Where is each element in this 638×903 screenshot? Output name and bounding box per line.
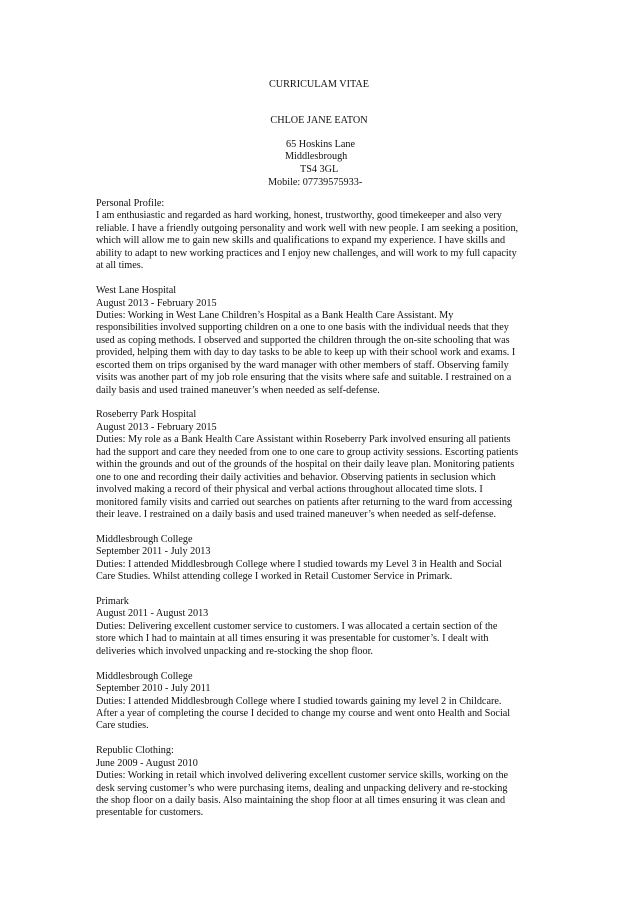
section-place: Primark bbox=[96, 596, 129, 607]
experience-section bbox=[96, 409, 551, 521]
experience-section bbox=[96, 285, 551, 397]
section-line: the shop floor on a daily basis. Also maintaining the shop floor at all times ensuring it was clean and bbox=[96, 795, 506, 806]
section-line: provided, helping them with day to day tasks to be able to keep up with their school work and exams. I bbox=[96, 347, 516, 359]
section-place: Roseberry Park Hospital bbox=[96, 409, 197, 421]
profile-line: I am enthusiastic and regarded as hard working, honest, trustworthy, good timekeeper and also very bbox=[96, 210, 502, 222]
section-line: Duties: Working in retail which involved delivering excellent customer service skills, working on the bbox=[96, 770, 509, 782]
section-line: deliveries which involved unpacking and re-stocking the shop floor. bbox=[96, 645, 373, 657]
experience-section bbox=[96, 596, 551, 658]
address-street: 65 Hoskins Lane bbox=[286, 139, 356, 150]
experience-section bbox=[96, 534, 551, 584]
section-place: Middlesbrough College bbox=[96, 670, 193, 682]
section-line: Care Studies. Whilst attending college I worked in Retail Customer Service in Primark. bbox=[96, 571, 453, 583]
section-line: daily basis and used trained maneuver’s when needed as self-defense. bbox=[96, 384, 380, 396]
section-line: store which I had to maintain at all times ensuring it was presentable for customer’s. I dealt with bbox=[96, 633, 489, 645]
section-dates: September 2011 - July 2013 bbox=[96, 546, 211, 558]
document-title: CURRICULAM VITAE bbox=[268, 79, 370, 90]
section-place: Republic Clothing: bbox=[96, 745, 174, 757]
section-line: within the grounds and out of the grounds of the hospital on their daily leave plan. Monitoring patients bbox=[96, 459, 515, 471]
section-place: Middlesbrough College bbox=[96, 533, 193, 545]
profile-line: reliable. I have a friendly outgoing personality and work well with new people. I am seeking a position, bbox=[96, 222, 519, 234]
section-line: had the support and care they needed from one to one care to group activity sessions. Escorting patients bbox=[96, 446, 519, 458]
section-line: visits was another part of my job role ensuring that the visits where safe and suitable. I restrained on a bbox=[96, 372, 512, 384]
section-line: After a year of completing the course I decided to change my course and went onto Health and Social bbox=[96, 707, 511, 719]
section-line: Duties: My role as a Bank Health Care Assistant within Roseberry Park involved ensuring all patients bbox=[96, 434, 511, 446]
profile-heading: Personal Profile: bbox=[96, 198, 165, 209]
section-line: Duties: I attended Middlesbrough College where I studied towards gaining my level 2 in Childcare. bbox=[96, 695, 502, 707]
section-line: used as coping methods. I observed and supported the children through the on-site schooling that was bbox=[96, 334, 510, 346]
section-line: monitored family visits and carried out searches on patients after returning to the ward from accessing bbox=[96, 496, 513, 508]
personal-profile-section bbox=[96, 198, 551, 273]
candidate-name: CHLOE JANE EATON bbox=[270, 115, 368, 126]
cv-body bbox=[96, 198, 551, 832]
section-line: escorted them on trips organised by the ward manager with other members of staff. Observing family bbox=[96, 359, 509, 371]
section-line: their leave. I restrained on a daily basis and used trained maneuver’s when needed as self-defense. bbox=[96, 508, 497, 520]
section-place: West Lane Hospital bbox=[96, 285, 177, 297]
experience-section bbox=[96, 745, 551, 820]
section-line: Duties: I attended Middlesbrough College where I studied towards my Level 3 in Health and Social bbox=[96, 558, 502, 570]
section-line: involved making a record of their physical and verbal actions throughout allocated time slots. I bbox=[96, 484, 483, 496]
section-line: Duties: Working in West Lane Children’s Hospital as a Bank Health Care Assistant. My bbox=[96, 309, 454, 321]
section-dates: August 2013 - February 2015 bbox=[96, 297, 217, 309]
section-line: responsibilities involved supporting children on a one to one basis with the individual needs that they bbox=[96, 322, 509, 334]
section-line: one to one and recording their daily activities and behavior. Observing patients in seclusion which bbox=[96, 471, 496, 483]
experience-section bbox=[96, 671, 551, 733]
section-line: desk serving customer’s who were purchasing items, dealing and unpacking delivery and re-stocking bbox=[96, 782, 508, 794]
section-line: Care studies. bbox=[96, 720, 149, 732]
profile-line: which will allow me to gain new skills and qualifications to expand my experience. I have skills and bbox=[96, 235, 506, 247]
section-dates: June 2009 - August 2010 bbox=[96, 757, 198, 769]
section-dates: August 2011 - August 2013 bbox=[96, 608, 209, 620]
section-dates: September 2010 - July 2011 bbox=[96, 683, 211, 695]
mobile-number: Mobile: 07739575933- bbox=[268, 177, 363, 188]
address-city: Middlesbrough bbox=[285, 151, 348, 162]
profile-line: at all times. bbox=[96, 260, 144, 272]
section-line: Duties: Delivering excellent customer service to customers. I was allocated a certain section of the bbox=[96, 620, 498, 632]
section-line: presentable for customers. bbox=[96, 807, 204, 819]
profile-line: ability to adapt to new working practices and I enjoy new challenges, and will work to my full capacity bbox=[96, 247, 517, 259]
address-postcode: TS4 3GL bbox=[300, 164, 339, 175]
section-dates: August 2013 - February 2015 bbox=[96, 421, 217, 433]
